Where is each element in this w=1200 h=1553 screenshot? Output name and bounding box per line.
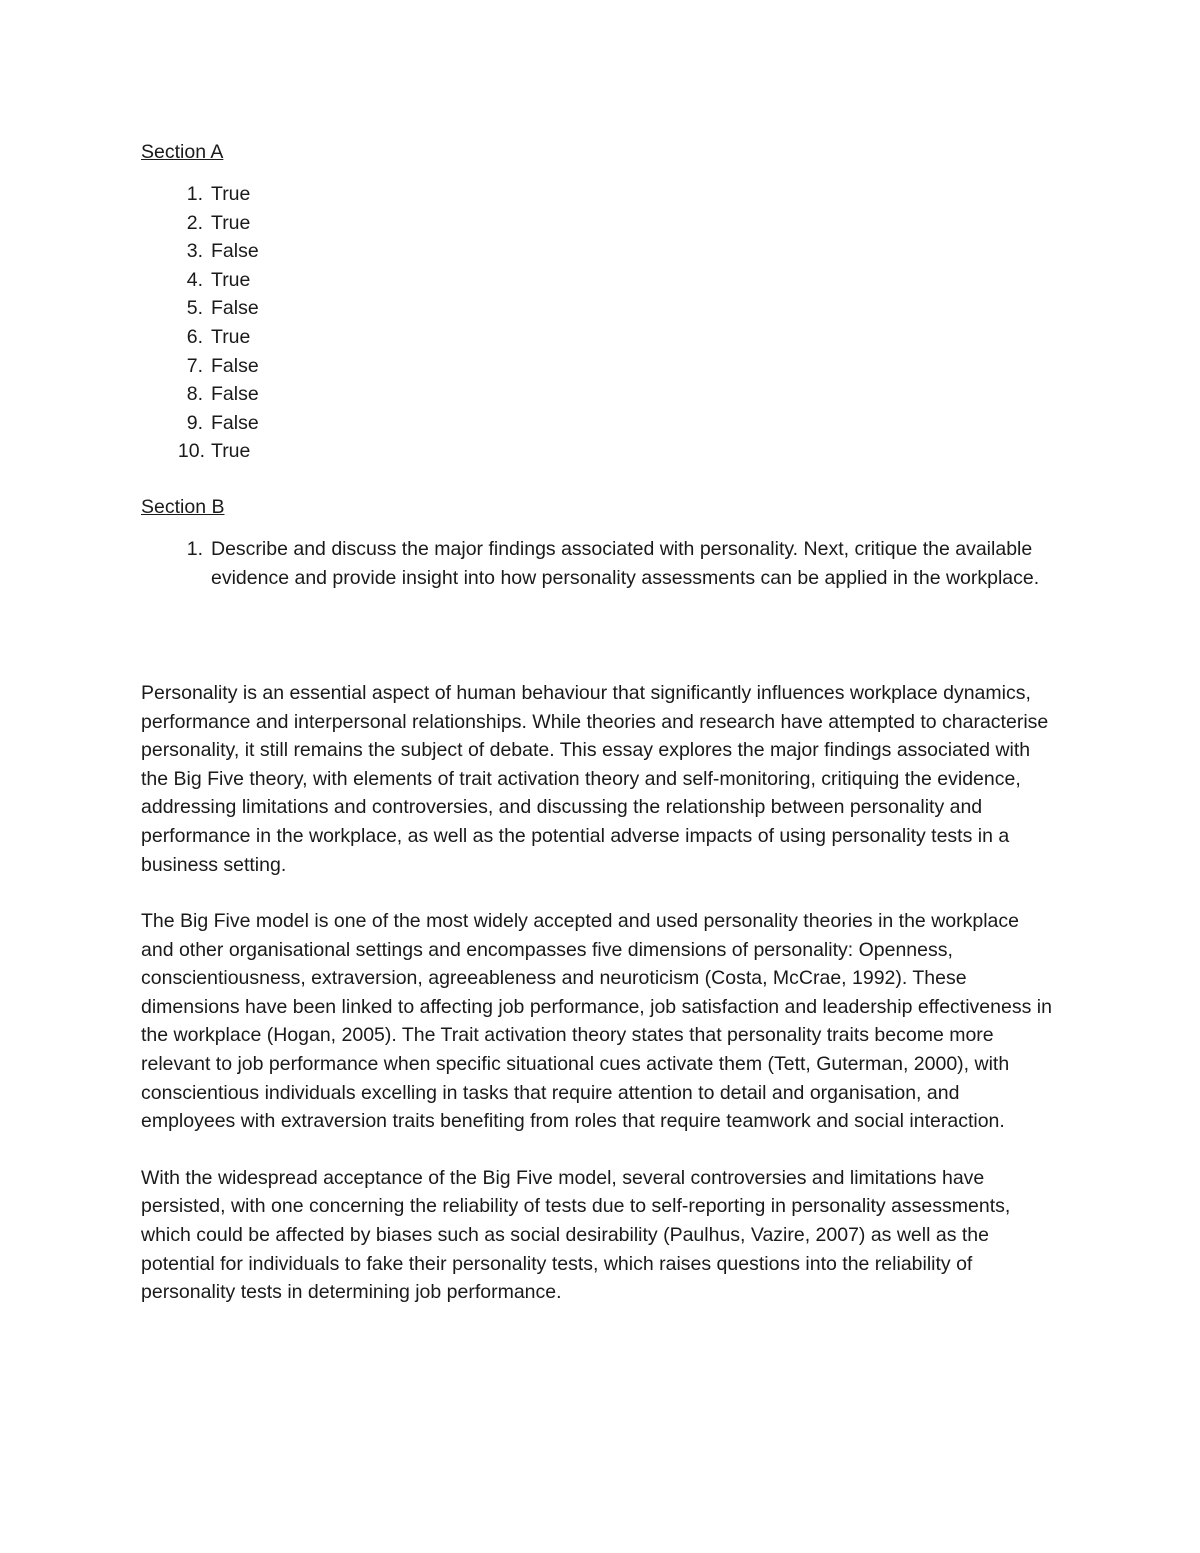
question-number: 1. [186,537,203,560]
spacer [141,466,1061,493]
list-item-number: 2. [186,211,203,234]
question-text: Describe and discuss the major findings associated with personality. Next, critique the available evidence and provide insight into how personality assessments can be applied in the workplace. [211,537,1040,589]
list-item [141,437,1061,466]
list-item-text: False [211,354,259,377]
question-item [141,535,1061,593]
list-item-text: True [211,325,251,348]
list-item-text: True [211,211,251,234]
essay-paragraph: Personality is an essential aspect of human behaviour that significantly influences workplace dynamics, performance and interpersonal relationships. While theories and research have attempted to characterise personality, it still remains the subject of debate. This essay explores the major findings associated with the Big Five theory, with elements of trait activation theory and self-monitoring, critiquing the evidence, addressing limitations and controversies, and discussing the relationship between personality and performance in the workplace, as well as the potential adverse impacts of using personality tests in a business setting. [141,681,1049,876]
list-item-text: True [211,268,251,291]
document-page [141,138,1061,1335]
list-item-number: 1. [186,183,203,205]
list-item [141,323,1061,352]
essay-paragraph: With the widespread acceptance of the Big Five model, several controversies and limitations have persisted, with one concerning the reliability of tests due to self-reporting in personality assessments, which could be affected by biases such as social desirability (Paulhus, Vazire, 2007) as well as the potential for individuals to fake their personality tests, which raises questions into the reliability of personality tests in determining job performance. [141,1166,1011,1304]
list-item-number: 3. [186,240,203,263]
section-a-answer-list [141,180,1061,466]
list-item-number: 10. [177,440,205,463]
list-item [141,409,1061,438]
list-item-text: False [211,297,259,320]
list-item-text: True [211,183,251,205]
list-item [141,180,1061,209]
list-item-number: 7. [186,354,203,377]
section-b-heading: Section B [141,495,225,518]
list-item-text: False [211,411,259,434]
list-item-text: True [211,440,251,463]
section-a-heading: Section A [141,141,224,163]
list-item [141,237,1061,266]
list-item-number: 5. [186,297,203,320]
list-item [141,352,1061,381]
essay-body [141,679,1061,1307]
list-item [141,294,1061,323]
list-item-text: False [211,240,259,263]
list-item-number: 9. [186,411,203,434]
list-item-number: 4. [186,268,203,291]
list-item-number: 8. [186,383,203,406]
list-item [141,380,1061,409]
list-item [141,209,1061,238]
list-item [141,266,1061,295]
section-b-question-list [141,535,1061,593]
list-item-text: False [211,383,259,406]
essay-paragraph: The Big Five model is one of the most widely accepted and used personality theories in the workplace and other organisational settings and encompasses five dimensions of personality: Openness, conscientiousness, extraversion, agreeableness and neuroticism (Costa, McCrae, 1992). These dimensions have been linked to affecting job performance, job satisfaction and leadership effectiveness in the workplace (Hogan, 2005). The Trait activation theory states that personality traits become more relevant to job performance when specific situational cues activate them (Tett, Guterman, 2000), with conscientious individuals excelling in tasks that require attention to detail and organisation, and employees with extraversion traits benefiting from roles that require teamwork and social interaction. [141,910,1052,1133]
list-item-number: 6. [186,325,203,348]
